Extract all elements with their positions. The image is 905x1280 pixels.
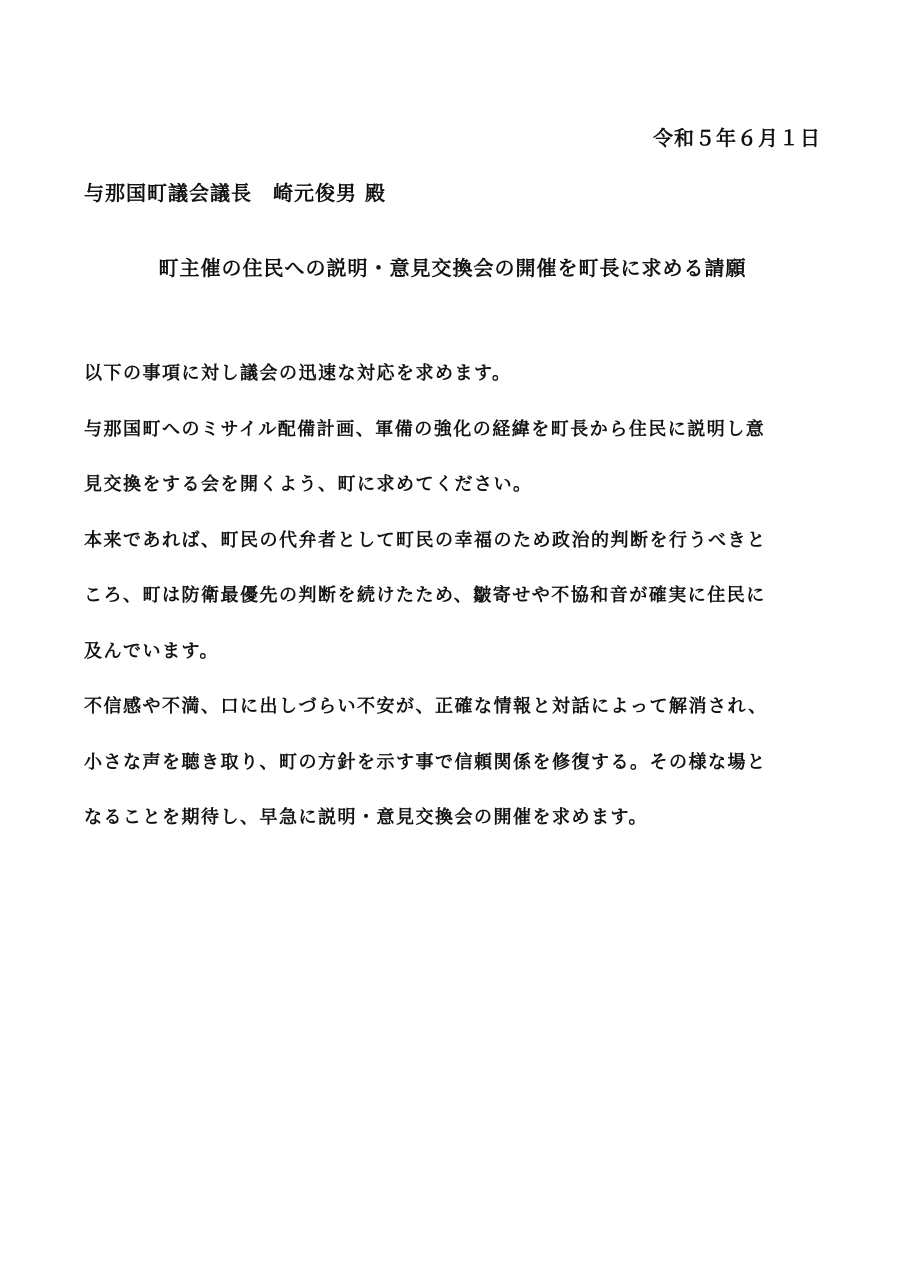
body-line: 小さな声を聴き取り、町の方針を示す事で信頼関係を修復する。その様な場と [84,751,767,773]
body-line: 見交換をする会を開くよう、町に求めてください。 [84,474,533,495]
body-line: 本来であれば、町民の代弁者として町民の幸福のため政治的判断を行うべきと [84,529,767,551]
petition-title: 町主催の住民への説明・意見交換会の開催を町長に求める請願 [158,256,747,280]
body-line: 及んでいます。 [84,640,220,662]
body-line: 与那国町へのミサイル配備計画、軍備の強化の経緯を町長から住民に説明し意 [84,418,766,440]
petition-body [84,356,834,856]
body-line: 以下の事項に対し議会の迅速な対応を求めます。 [84,363,512,384]
body-line: 不信感や不満、口に出しづらい不安が、正確な情報と対話によって解消され、 [84,696,768,717]
document-date: 令和５年６月１日 [653,126,821,150]
addressee: 与那国町議会議長 崎元俊男 殿 [84,181,386,205]
body-line: なることを期待し、早急に説明・意見交換会の開催を求めます。 [84,807,649,828]
body-line: ころ、町は防衛最優先の判断を続けたため、皺寄せや不協和音が確実に住民に [84,585,766,606]
